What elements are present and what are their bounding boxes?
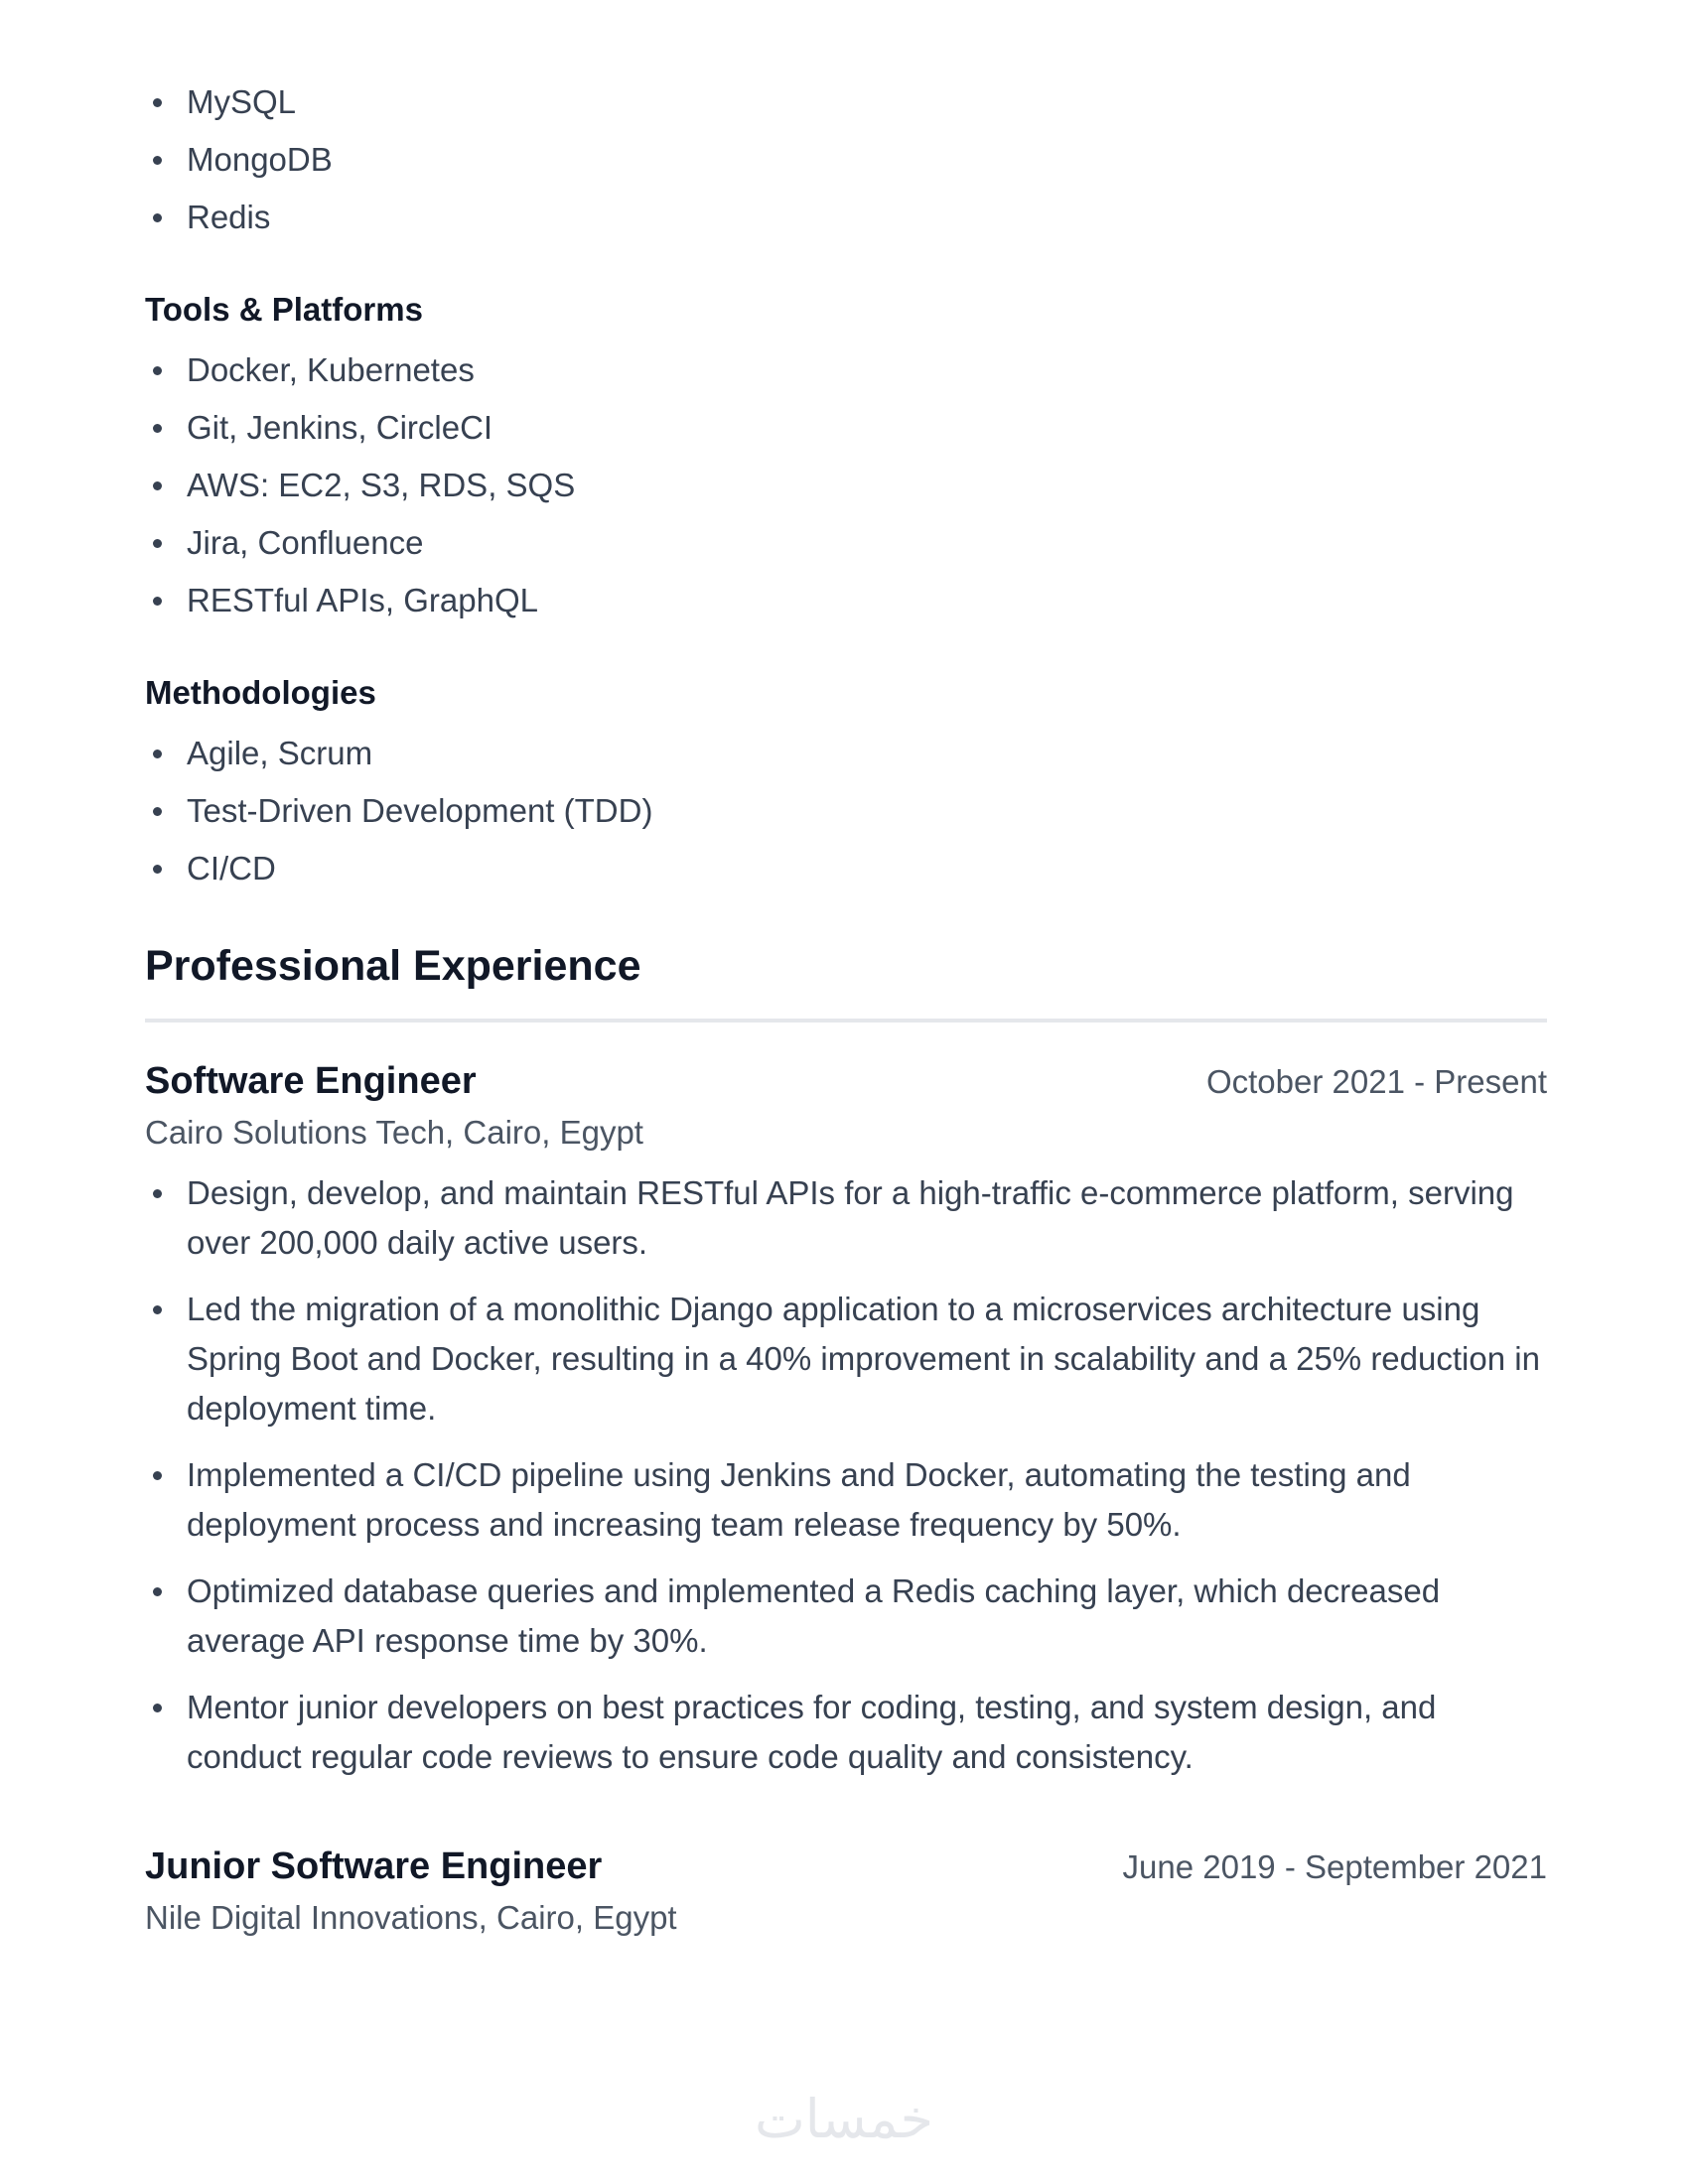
methodologies-list [145, 729, 1547, 893]
job-title: Junior Software Engineer [145, 1845, 603, 1887]
job-dates: June 2019 - September 2021 [1122, 1848, 1547, 1885]
list-item: RESTful APIs, GraphQL [145, 576, 1547, 625]
list-item: Jira, Confluence [145, 518, 1547, 568]
watermark-logo: خمسات [754, 2088, 934, 2150]
list-item: MongoDB [145, 135, 1547, 185]
section-divider [145, 1019, 1547, 1023]
job-title: Software Engineer [145, 1060, 477, 1102]
list-item: Agile, Scrum [145, 729, 1547, 778]
job-dates: October 2021 - Present [1205, 1063, 1547, 1100]
list-item: Optimized database queries and implemented a Redis caching layer, which decreased average API response time by 30%. [145, 1567, 1547, 1666]
list-item: Git, Jenkins, CircleCI [145, 403, 1547, 453]
job-header [145, 1056, 1547, 1107]
list-item: CI/CD [145, 844, 1547, 893]
methodologies-heading: Methodologies [145, 674, 376, 711]
list-item: Redis [145, 193, 1547, 242]
job-company: Cairo Solutions Tech, Cairo, Egypt [145, 1114, 643, 1151]
list-item: Test-Driven Development (TDD) [145, 786, 1547, 836]
list-item: Mentor junior developers on best practices for coding, testing, and system design, and conduct regular code reviews to ensure code quality and consistency. [145, 1683, 1547, 1782]
databases-list [145, 77, 1547, 242]
job-header [145, 1842, 1547, 1892]
tools-list [145, 345, 1547, 625]
section-title-experience: Professional Experience [145, 942, 641, 990]
list-item: Docker, Kubernetes [145, 345, 1547, 395]
resume-page [145, 77, 1547, 1954]
job-company: Nile Digital Innovations, Cairo, Egypt [145, 1899, 677, 1936]
list-item: MySQL [145, 77, 1547, 127]
job-entry [145, 1056, 1547, 1782]
tools-heading: Tools & Platforms [145, 291, 423, 328]
list-item: Led the migration of a monolithic Django application to a microservices architecture using Spring Boot and Docker, resulting in a 40% improvement in scalability and a 25% reduction in deployment time. [145, 1285, 1547, 1433]
list-item: AWS: EC2, S3, RDS, SQS [145, 461, 1547, 510]
job-entry [145, 1842, 1547, 1940]
job-bullets [145, 1168, 1547, 1782]
list-item: Implemented a CI/CD pipeline using Jenkins and Docker, automating the testing and deployment process and increasing team release frequency by 50%. [145, 1450, 1547, 1550]
list-item: Design, develop, and maintain RESTful APIs for a high-traffic e-commerce platform, serving over 200,000 daily active users. [145, 1168, 1547, 1268]
